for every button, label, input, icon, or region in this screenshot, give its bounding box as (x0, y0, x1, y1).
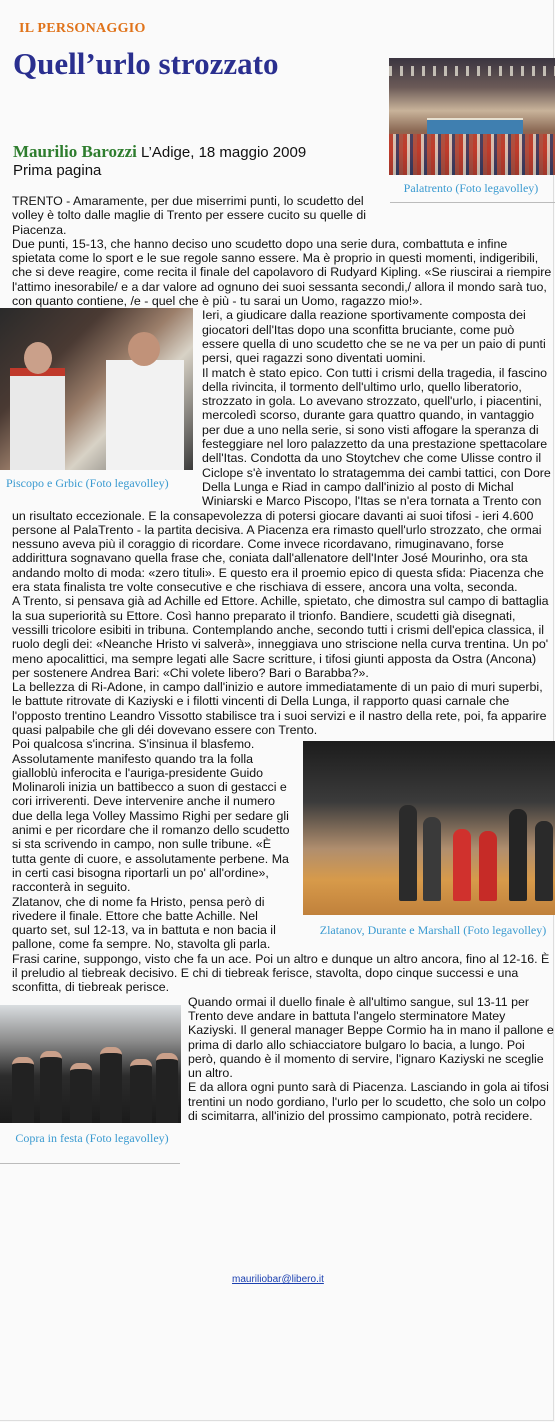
figure-palatrento (376, 58, 555, 203)
figure-copra (0, 1005, 184, 1164)
photo-zlatanov (303, 741, 555, 915)
author-email-link[interactable]: mauriliobar@libero.it (232, 1274, 324, 1285)
caption-zlatanov: Zlatanov, Durante e Marshall (Foto legavolley) (319, 923, 547, 938)
caption-piscopo-grbic: Piscopo e Grbic (Foto legavolley) (6, 476, 169, 491)
paragraph: Quando ormai il duello finale è all'ultimo sangue, sul 13-11 per Trento deve andare in battuta l'angelo sterminatore Matey Kaziyski. Il general manager Beppe Cormio ha in mano il pallone e prima di darlo allo schiacciatore bulgaro lo bacia, a lungo. Poi però, quando è il momento di servire, l'ignaro Kaziyski ne sceglie un altro. (188, 994, 554, 1081)
article-body (6, 181, 554, 1168)
figure-piscopo-grbic (0, 308, 196, 490)
section-label: IL PERSONAGGIO (19, 21, 146, 36)
paragraph: La bellezza di Ri-Adone, in campo dall'inizio e autore immediatamente di un paio di muri superbi, le battute ritrovate di Kaziyski e i filotti vincenti di Della Lunga, il rapporto quasi carnale che l'opposto trentino Leandro Vissotto stabilisce tra i suoi servizi e il nastro della rete, poi, fa apparire quasi palpabile che gli déi dovevano essere con Trento. (12, 680, 547, 737)
caption-palatrento: Palatrento (Foto legavolley) (403, 181, 539, 195)
paragraph: Poi qualcosa s'incrina. S'insinua il blasfemo. Assolutamente manifesto quando tra la folla gialloblù inferocita e l'auriga-presidente Guido Molinaroli inizia un battibecco a suon di gestacci e cori irriverenti. Deve intervenire anche il numero due della lega Volley Massimo Righi per sedare gli animi e per ricordare che il romanzo dello scudetto si sta scrivendo in campo, non sulle tribune. «È tutta gente di cuore, e assolutamente perbene. Ma in certi casi bisogna riportarli un po' all'ordine», racconterà in seguito. (12, 737, 290, 895)
article-title: Quell’urlo strozzato (13, 46, 279, 81)
divider (390, 202, 555, 203)
paragraph: Ieri, a giudicare dalla reazione sportivamente composta dei giocatori dell'Itas dopo una sconfitta bruciante, come può essere quella di uno scudetto che se ne va per un paio di punti persi, quei ragazzi sono diventati uomini. (202, 308, 546, 366)
figure-zlatanov (300, 741, 555, 937)
paragraph: Il match è stato epico. Con tutti i crismi della tragedia, il fascino della rivincita, il tormento dell'ultimo urlo, quello liberatorio, strozzato in gola. Lo avevano strozzato, quell'urlo, i piacentini, mercoledì scorso, durante gara quattro quando, in vantaggio per due a uno nella serie, si sono visti affogare la speranza di festeggiare nel loro palazzetto da una prestazione spettacolare dell'Itas. Condotta da uno Stoytchev che come Ulisse contro il Ciclope s'è inventato lo stratagemma dei cambi tattici, con Dore Della Lunga e Riad in campo dall'inizio al posto di Michal Winiarski e Marco Piscopo, l'Itas se n'era tornata a Trento con un risultato eccezionale. E la consapevolezza di potersi giocare davanti ai suoi tifosi - ieri 4.600 persone al PalaTrento - la partita decisiva. A Piacenza era rimasto quell'urlo strozzato, che ormai nessuno aveva più il coraggio di ricordare. Come invece ricordavano, rimuginavano, forse addirittura sognavano quella frase che, coniata dall'allenatore dell'Inter José Mourinho, ora sta andando molto di moda: «zero tituli». E questo era il proemio epico di questa sfida: Piacenza che era stata finalista tre volte consecutive e che rischiava di essere, ancora una volta, seconda. (12, 365, 551, 595)
paragraph: Zlatanov, che di nome fa Hristo, pensa però di rivedere il finale. Ettore che batte Achille. Nel quarto set, sul 12-13, va in battuta e non bacia il pallone, come fa sempre. No, stavolta gli parla. Frasi carine, suppongo, visto che fa un ace. Poi un altro e dunque un altro ancora, fino al 12-16. È il preludio al tiebreak decisivo. E chi di tiebreak ferisce, stavolta, dopo cinque successi e una sconfitta, di tiebreak perisce. (12, 894, 550, 995)
paragraph: Due punti, 15-13, che hanno deciso uno scudetto dopo una serie dura, combattuta e infine spietata come lo sport e le sue regole sanno essere. Ma è proprio in questi momenti, indigeribili, che si deve reagire, come recita il finale del capolavoro di Rudyard Kipling. «Se riuscirai a riempire l'attimo inesorabile/ e a dar valore ad ognuno dei suoi sessanta secondi,/ allora il mondo sarà tuo, con quanto contiene, /e - quel che è più - tu sarai un Uomo, ragazzo mio!». (12, 236, 552, 309)
author-name: Maurilio Barozzi (13, 142, 137, 161)
paragraph: A Trento, si pensava già ad Achille ed Ettore. Achille, spietato, che dimostra sul campo di battaglia la sua superiorità su Ettore. Così hanno preparato il trionfo. Bandiere, scudetti già disegnati, vessilli tricolore esibiti in tribuna. Contemplando anche, secondo tutti i crismi dell'epica classica, il ruolo degli dei: «Neanche Hristo vi salverà», inneggiava uno striscione nella curva trentina. Un po' meno apocalittici, ma sempre legati alle Sacre scritture, i tifosi giunti apposta da Ostra (Ancona) per sostenere Andrea Bari: «Chi volete libero? Bari o Barabba?». (12, 594, 549, 680)
byline-page: Prima pagina (13, 162, 102, 179)
photo-copra (0, 1005, 181, 1123)
byline-source: L’Adige, 18 maggio 2009 (136, 144, 307, 161)
caption-copra: Copra in festa (Foto legavolley) (15, 1130, 169, 1145)
byline (13, 143, 306, 180)
paragraph: TRENTO - Amaramente, per due miserrimi punti, lo scudetto del volley è tolto dalle maglie di Trento per essere cucito su quelle di Piacenza. (12, 194, 367, 237)
photo-piscopo-grbic (0, 308, 193, 470)
photo-palatrento (389, 58, 555, 175)
divider (0, 1163, 180, 1164)
paragraph: E da allora ogni punto sarà di Piacenza. Lasciando in gola ai tifosi trentini un nodo gordiano, l'urlo per lo scudetto, che solo un colpo di scimitarra, all'inizio del prossimo campionato, potrà recidere. (188, 1080, 549, 1123)
